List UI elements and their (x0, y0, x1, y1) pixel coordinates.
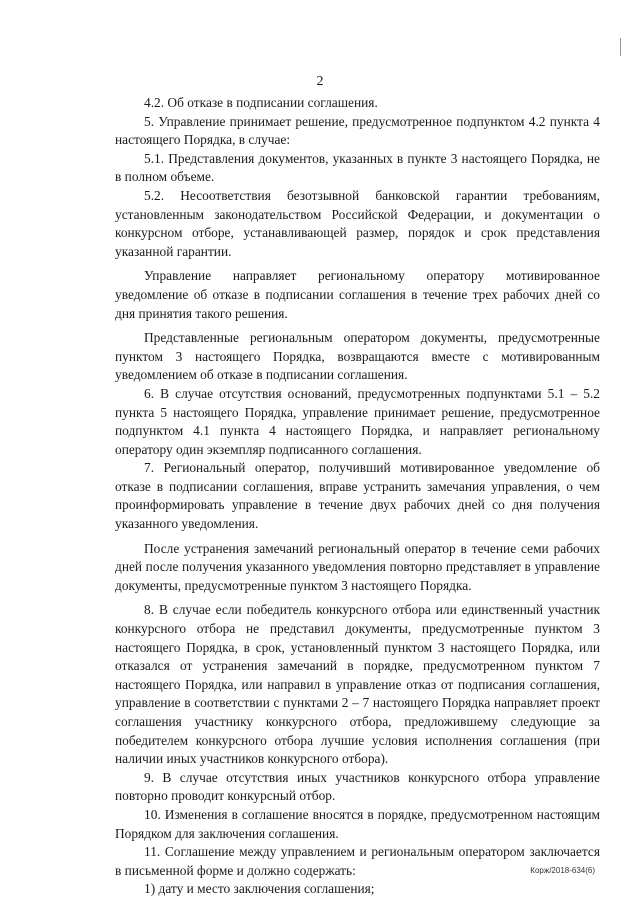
paragraph-8: 8. В случае если победитель конкурсного отбора или единственный участник конкурсного отбора не представил документы, предусмотренные пунктом 3 настоящего Порядка, в срок, установленный пунктом 3 настоящего Порядка, или отказался от устранения замечаний в порядке, предусмотренном пунктом 7 настоящего Порядка, или направил в управление отказ от подписания соглашения, управление в соответствии с пунктами 2 – 7 настоящего Порядка направляет проект соглашения участнику конкурсного отбора, предложившему следующие за победителем конкурсного отбора лучшие условия исполнения соглашения (при наличии иных участников конкурсного отбора). (115, 602, 600, 767)
paragraph-11-item-1: 1) дату и место заключения соглашения; (144, 881, 375, 897)
paragraph-after-correction: После устранения замечаний региональный оператор в течение семи рабочих дней после получения указанного уведомления повторно представляет в управление документы, предусмотренные пунктом 3 настоящего Порядка. (115, 540, 600, 593)
paragraph-4-2: 4.2. Об отказе в подписании соглашения. (144, 95, 378, 110)
paragraph-10: 10. Изменения в соглашение вносятся в порядке, предусмотренном настоящим Порядком для заключения соглашения. (115, 806, 600, 841)
paragraph-7: 7. Региональный оператор, получивший мотивированное уведомление об отказе в подписании соглашения, вправе устранить замечания управления, о чем проинформировать управление в течение двух рабочих дней со дня получения указанного уведомления. (115, 460, 600, 532)
document-code: Корж/2018-634(6) (530, 866, 595, 875)
paragraph-refusal-notice: Управление направляет региональному оператору мотивированное уведомление об отказе в подписании соглашения в течение трех рабочих дней со дня принятия такого решения. (115, 268, 600, 321)
paragraph-5-2: 5.2. Несоответствия безотзывной банковской гарантии требованиям, установленным законодательством Российской Федерации, и документации о конкурсном отборе, устанавливающей размер, порядок и срок представления указанной гарантии. (115, 187, 600, 259)
paragraph-5: 5. Управление принимает решение, предусмотренное подпунктом 4.2 пункта 4 настоящего Порядка, в случае: (115, 113, 600, 148)
document-body (115, 94, 600, 899)
page-number: 2 (316, 74, 324, 89)
scan-edge-mark (620, 38, 621, 56)
paragraph-documents-return: Представленные региональным оператором документы, предусмотренные пунктом 3 настоящего Порядка, возвращаются вместе с мотивированным уведомлением об отказе в подписании соглашения. (115, 330, 600, 383)
paragraph-5-1: 5.1. Представления документов, указанных в пункте 3 настоящего Порядка, не в полном объеме. (115, 150, 600, 185)
paragraph-11: 11. Соглашение между управлением и региональным оператором заключается в письменной форме и должно содержать: (115, 844, 600, 878)
paragraph-9: 9. В случае отсутствия иных участников конкурсного отбора управление повторно проводит конкурсный отбор. (115, 769, 600, 804)
paragraph-6: 6. В случае отсутствия оснований, предусмотренных подпунктами 5.1 – 5.2 пункта 5 настоящего Порядка, управление принимает решение, предусмотренное подпунктом 4.1 пункта 4 настоящего Порядка, и направляет региональному оператору один экземпляр подписанного соглашения. (115, 385, 600, 457)
